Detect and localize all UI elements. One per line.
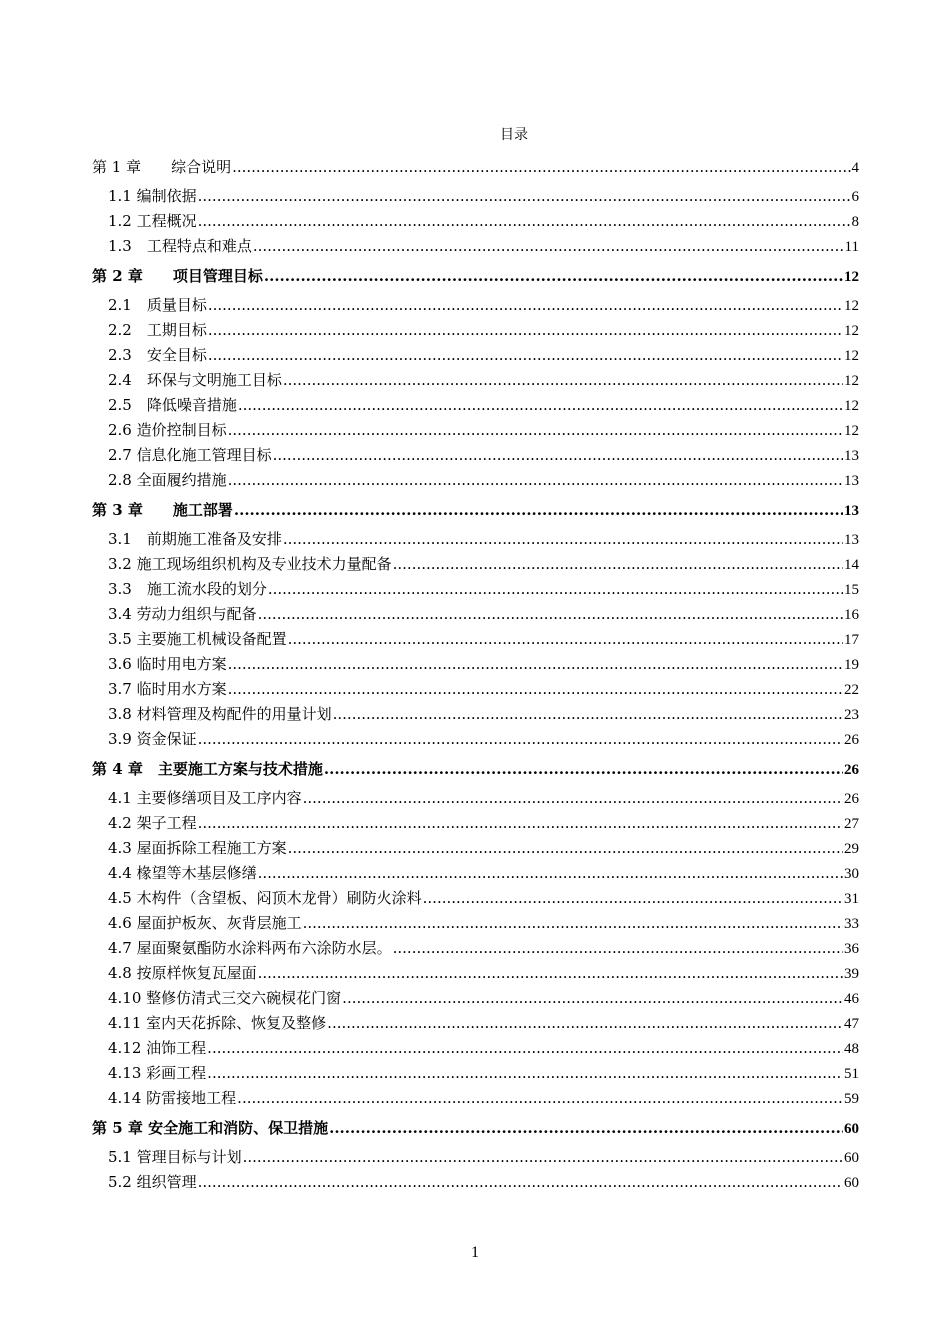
toc-entry-label: 4.2 架子工程 — [108, 814, 197, 832]
toc-entry-page: 36 — [844, 941, 859, 957]
toc-entry-label: 第 1 章 综合说明 — [92, 158, 232, 176]
toc-dot-leader — [342, 986, 843, 1011]
toc-dot-leader — [258, 961, 843, 986]
toc-entry-label: 2.2 工期目标 — [108, 321, 207, 339]
toc-entry-page: 12 — [844, 269, 859, 285]
toc-entry-label: 4.10 整修仿清式三交六碗棂花门窗 — [108, 989, 342, 1007]
toc-entry-page: 33 — [844, 916, 859, 932]
toc-entry-label: 第 3 章 施工部署 — [92, 501, 233, 519]
toc-entry-page: 27 — [844, 816, 859, 832]
toc-section-entry[interactable] — [92, 393, 859, 418]
toc-entry-page: 30 — [844, 866, 859, 882]
toc-entry-label: 2.7 信息化施工管理目标 — [108, 446, 272, 464]
toc-dot-leader — [198, 184, 851, 209]
toc-entry-label: 1.1 编制依据 — [108, 187, 197, 205]
toc-dot-leader — [327, 1011, 843, 1036]
toc-entry-page: 4 — [851, 160, 859, 176]
toc-section-entry[interactable] — [92, 727, 859, 752]
toc-section-entry[interactable] — [92, 293, 859, 318]
toc-entry-page: 26 — [844, 762, 859, 778]
toc-section-entry[interactable] — [92, 443, 859, 468]
toc-title: 目录 — [500, 127, 528, 143]
toc-entry-page: 17 — [844, 632, 859, 648]
toc-entry-label: 3.2 施工现场组织机构及专业技术力量配备 — [108, 555, 392, 573]
toc-entry-page: 13 — [844, 532, 859, 548]
toc-entry-label: 4.1 主要修缮项目及工序内容 — [108, 789, 302, 807]
toc-entry-label: 1.3 工程特点和难点 — [108, 237, 252, 255]
toc-chapter-entry[interactable] — [92, 1111, 859, 1145]
toc-entry-label: 3.7 临时用水方案 — [108, 680, 227, 698]
toc-section-entry[interactable] — [92, 368, 859, 393]
toc-section-entry[interactable] — [92, 627, 859, 652]
toc-entry-page: 12 — [844, 398, 859, 414]
toc-entry-page: 16 — [844, 607, 859, 623]
toc-entry-page: 12 — [844, 423, 859, 439]
toc-dot-leader — [228, 677, 843, 702]
toc-dot-leader — [303, 786, 843, 811]
toc-dot-leader — [208, 318, 843, 343]
toc-chapter-entry[interactable] — [92, 752, 859, 786]
toc-chapter-entry[interactable] — [92, 150, 859, 184]
toc-dot-leader — [258, 861, 843, 886]
toc-section-entry[interactable] — [92, 577, 859, 602]
toc-section-entry[interactable] — [92, 702, 859, 727]
toc-section-entry[interactable] — [92, 836, 859, 861]
toc-entry-label: 3.4 劳动力组织与配备 — [108, 605, 257, 623]
toc-dot-leader — [238, 393, 843, 418]
toc-entry-page: 12 — [844, 348, 859, 364]
toc-dot-leader — [207, 1036, 843, 1061]
toc-section-entry[interactable] — [92, 677, 859, 702]
toc-entry-page: 59 — [844, 1091, 859, 1107]
toc-dot-leader — [283, 368, 843, 393]
toc-dot-leader — [288, 627, 843, 652]
toc-dot-leader — [228, 652, 843, 677]
toc-section-entry[interactable] — [92, 527, 859, 552]
toc-entry-page: 13 — [844, 448, 859, 464]
toc-entry-page: 31 — [844, 891, 859, 907]
toc-entry-label: 4.5 木构件（含望板、闷顶木龙骨）刷防火涂料 — [108, 889, 422, 907]
toc-dot-leader — [393, 552, 843, 577]
toc-entry-page: 19 — [844, 657, 859, 673]
toc-section-entry[interactable] — [92, 184, 859, 209]
toc-dot-leader — [208, 293, 843, 318]
toc-dot-leader — [264, 259, 843, 293]
toc-section-entry[interactable] — [92, 234, 859, 259]
toc-chapter-entry[interactable] — [92, 493, 859, 527]
toc-entry-label: 第 5 章 安全施工和消防、保卫措施 — [92, 1119, 329, 1137]
toc-section-entry[interactable] — [92, 1061, 859, 1086]
toc-entry-page: 60 — [844, 1175, 859, 1191]
toc-entry-page: 12 — [844, 373, 859, 389]
toc-entry-page: 11 — [844, 239, 859, 255]
toc-section-entry[interactable] — [92, 936, 859, 961]
toc-entry-page: 14 — [844, 557, 859, 573]
toc-dot-leader — [234, 493, 843, 527]
toc-entry-page: 60 — [844, 1121, 859, 1137]
toc-entry-page: 8 — [851, 214, 859, 230]
toc-dot-leader — [253, 234, 844, 259]
toc-entry-page: 12 — [844, 323, 859, 339]
toc-entry-label: 第 2 章 项目管理目标 — [92, 267, 263, 285]
toc-entry-label: 2.1 质量目标 — [108, 296, 207, 314]
toc-entry-label: 3.8 材料管理及构配件的用量计划 — [108, 705, 332, 723]
toc-section-entry[interactable] — [92, 418, 859, 443]
toc-dot-leader — [198, 1170, 843, 1195]
toc-entry-page: 29 — [844, 841, 859, 857]
toc-entry-label: 5.1 管理目标与计划 — [108, 1148, 242, 1166]
toc-section-entry[interactable] — [92, 1036, 859, 1061]
toc-dot-leader — [393, 936, 843, 961]
toc-entry-label: 1.2 工程概况 — [108, 212, 197, 230]
toc-dot-leader — [333, 702, 843, 727]
toc-dot-leader — [198, 811, 843, 836]
toc-entry-label: 4.12 油饰工程 — [108, 1039, 207, 1057]
toc-section-entry[interactable] — [92, 602, 859, 627]
toc-entry-page: 60 — [844, 1150, 859, 1166]
toc-entry-page: 23 — [844, 707, 859, 723]
toc-entry-page: 13 — [844, 473, 859, 489]
page-number: 1 — [471, 1244, 479, 1261]
toc-dot-leader — [283, 527, 843, 552]
toc-entry-label: 第 4 章 主要施工方案与技术措施 — [92, 760, 323, 778]
toc-entry-label: 3.5 主要施工机械设备配置 — [108, 630, 287, 648]
toc-dot-leader — [232, 150, 850, 184]
toc-entry-label: 5.2 组织管理 — [108, 1173, 197, 1191]
toc-dot-leader — [243, 1145, 843, 1170]
toc-dot-leader — [237, 1086, 843, 1111]
toc-entry-label: 4.3 屋面拆除工程施工方案 — [108, 839, 287, 857]
toc-dot-leader — [207, 1061, 843, 1086]
toc-entry-label: 3.3 施工流水段的划分 — [108, 580, 267, 598]
toc-entry-label: 2.5 降低噪音措施 — [108, 396, 237, 414]
toc-entry-page: 46 — [844, 991, 859, 1007]
toc-section-entry[interactable] — [92, 652, 859, 677]
toc-dot-leader — [198, 209, 851, 234]
toc-entry-page: 47 — [844, 1016, 859, 1032]
toc-section-entry[interactable] — [92, 209, 859, 234]
toc-section-entry[interactable] — [92, 1011, 859, 1036]
toc-dot-leader — [324, 752, 843, 786]
toc-section-entry[interactable] — [92, 811, 859, 836]
toc-dot-leader — [258, 602, 843, 627]
toc-entry-page: 22 — [844, 682, 859, 698]
toc-section-entry[interactable] — [92, 468, 859, 493]
toc-entry-label: 3.6 临时用电方案 — [108, 655, 227, 673]
toc-section-entry[interactable] — [92, 886, 859, 911]
toc-entry-page: 39 — [844, 966, 859, 982]
toc-section-entry[interactable] — [92, 786, 859, 811]
toc-entry-label: 4.14 防雷接地工程 — [108, 1089, 237, 1107]
table-of-contents — [92, 150, 859, 1195]
toc-entry-label: 4.8 按原样恢复瓦屋面 — [108, 964, 257, 982]
toc-chapter-entry[interactable] — [92, 259, 859, 293]
toc-entry-page: 51 — [844, 1066, 859, 1082]
toc-entry-label: 3.1 前期施工准备及安排 — [108, 530, 282, 548]
toc-dot-leader — [303, 911, 843, 936]
toc-section-entry[interactable] — [92, 1170, 859, 1195]
toc-section-entry[interactable] — [92, 318, 859, 343]
toc-section-entry[interactable] — [92, 552, 859, 577]
toc-entry-label: 2.6 造价控制目标 — [108, 421, 227, 439]
toc-section-entry[interactable] — [92, 1145, 859, 1170]
toc-section-entry[interactable] — [92, 1086, 859, 1111]
toc-entry-label: 2.4 环保与文明施工目标 — [108, 371, 282, 389]
toc-entry-page: 15 — [844, 582, 859, 598]
toc-entry-label: 2.3 安全目标 — [108, 346, 207, 364]
toc-entry-label: 4.13 彩画工程 — [108, 1064, 207, 1082]
toc-entry-label: 4.6 屋面护板灰、灰背层施工 — [108, 914, 302, 932]
toc-entry-label: 3.9 资金保证 — [108, 730, 197, 748]
toc-entry-page: 26 — [844, 791, 859, 807]
toc-section-entry[interactable] — [92, 911, 859, 936]
toc-dot-leader — [268, 577, 843, 602]
toc-dot-leader — [228, 468, 843, 493]
toc-entry-page: 6 — [851, 189, 859, 205]
toc-entry-page: 13 — [844, 503, 859, 519]
toc-entry-page: 26 — [844, 732, 859, 748]
toc-dot-leader — [228, 418, 843, 443]
toc-dot-leader — [423, 886, 843, 911]
toc-dot-leader — [273, 443, 843, 468]
toc-entry-page: 12 — [844, 298, 859, 314]
toc-dot-leader — [198, 727, 843, 752]
toc-section-entry[interactable] — [92, 961, 859, 986]
toc-entry-page: 48 — [844, 1041, 859, 1057]
toc-dot-leader — [329, 1111, 843, 1145]
toc-section-entry[interactable] — [92, 986, 859, 1011]
toc-entry-label: 4.4 椽望等木基层修缮 — [108, 864, 257, 882]
toc-dot-leader — [208, 343, 843, 368]
toc-section-entry[interactable] — [92, 861, 859, 886]
toc-section-entry[interactable] — [92, 343, 859, 368]
toc-entry-label: 2.8 全面履约措施 — [108, 471, 227, 489]
toc-entry-label: 4.7 屋面聚氨酯防水涂料两布六涂防水层。 — [108, 939, 392, 957]
toc-entry-label: 4.11 室内天花拆除、恢复及整修 — [108, 1014, 327, 1032]
toc-dot-leader — [288, 836, 843, 861]
